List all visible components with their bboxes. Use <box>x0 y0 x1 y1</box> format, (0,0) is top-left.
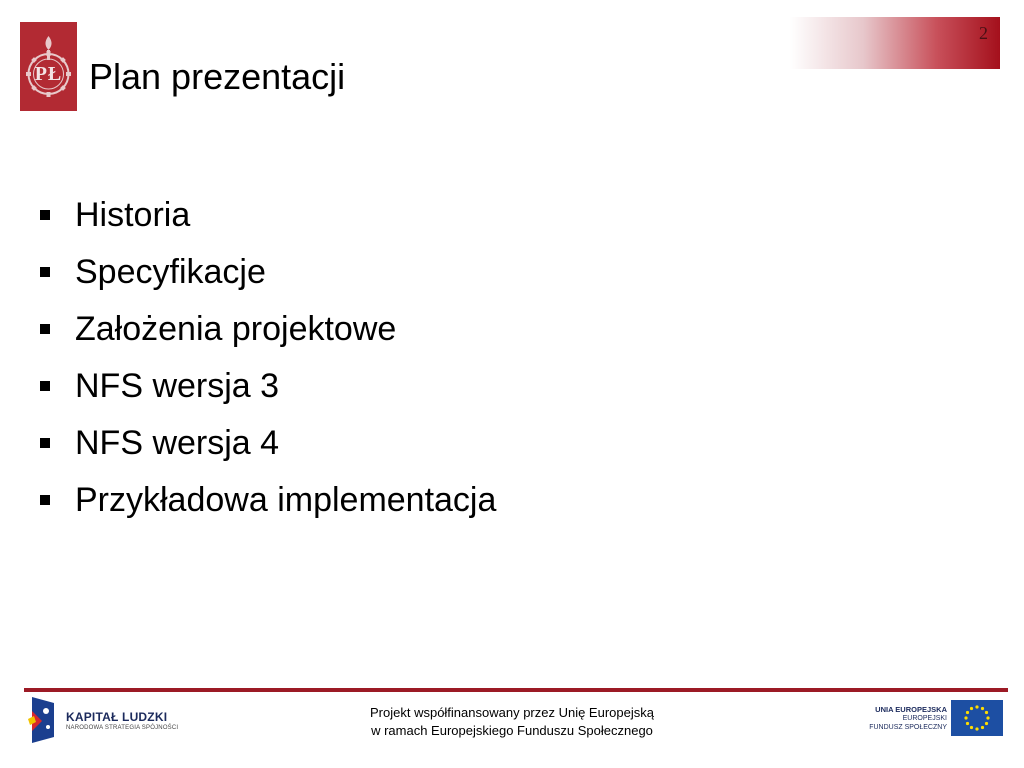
bullet-text: NFS wersja 4 <box>75 423 280 462</box>
bullet-text: NFS wersja 3 <box>75 366 280 405</box>
slide-number: 2 <box>979 23 988 43</box>
bullet-text: Przykładowa implementacja <box>75 480 497 519</box>
eu-line-1: UNIA EUROPEJSKA <box>875 705 947 714</box>
eu-line-3: FUNDUSZ SPOŁECZNY <box>869 724 947 731</box>
footer-project-note <box>330 704 694 740</box>
eu-fund-text <box>869 705 947 732</box>
kapital-ludzki-subtitle: NARODOWA STRATEGIA SPÓJNOŚCI <box>66 725 179 731</box>
eu-fund-logo <box>862 700 1007 740</box>
politechnika-lodzka-logo <box>20 22 77 111</box>
bullet-item <box>40 300 496 357</box>
bullet-item <box>40 243 496 300</box>
bullet-square-icon <box>40 381 50 391</box>
kapital-ludzki-title: KAPITAŁ LUDZKI <box>66 710 168 724</box>
bullet-item <box>40 357 496 414</box>
bullet-item <box>40 414 496 471</box>
bullet-text: Specyfikacje <box>75 252 266 291</box>
footer-divider <box>24 688 1008 692</box>
bullet-item <box>40 471 496 528</box>
bullet-text: Założenia projektowe <box>75 309 397 348</box>
bullet-text: Historia <box>75 195 191 234</box>
kapital-ludzki-logo <box>26 697 179 743</box>
bullet-list <box>40 186 496 528</box>
bullet-square-icon <box>40 210 50 220</box>
bullet-square-icon <box>40 438 50 448</box>
header-gradient-band <box>790 17 1000 69</box>
eu-flag-icon <box>951 700 1003 736</box>
footer-project-line-2: w ramach Europejskiego Funduszu Społecznego <box>371 723 653 738</box>
footer-project-line-1: Projekt współfinansowany przez Unię Europejską <box>370 705 654 720</box>
bullet-square-icon <box>40 495 50 505</box>
bullet-item <box>40 186 496 243</box>
kapital-ludzki-flag-icon <box>26 697 56 743</box>
bullet-square-icon <box>40 324 50 334</box>
slide-title: Plan prezentacji <box>89 56 346 97</box>
bullet-square-icon <box>40 267 50 277</box>
logo-lettering: PŁ <box>34 63 63 85</box>
eu-line-2: EUROPEJSKI <box>902 715 947 722</box>
